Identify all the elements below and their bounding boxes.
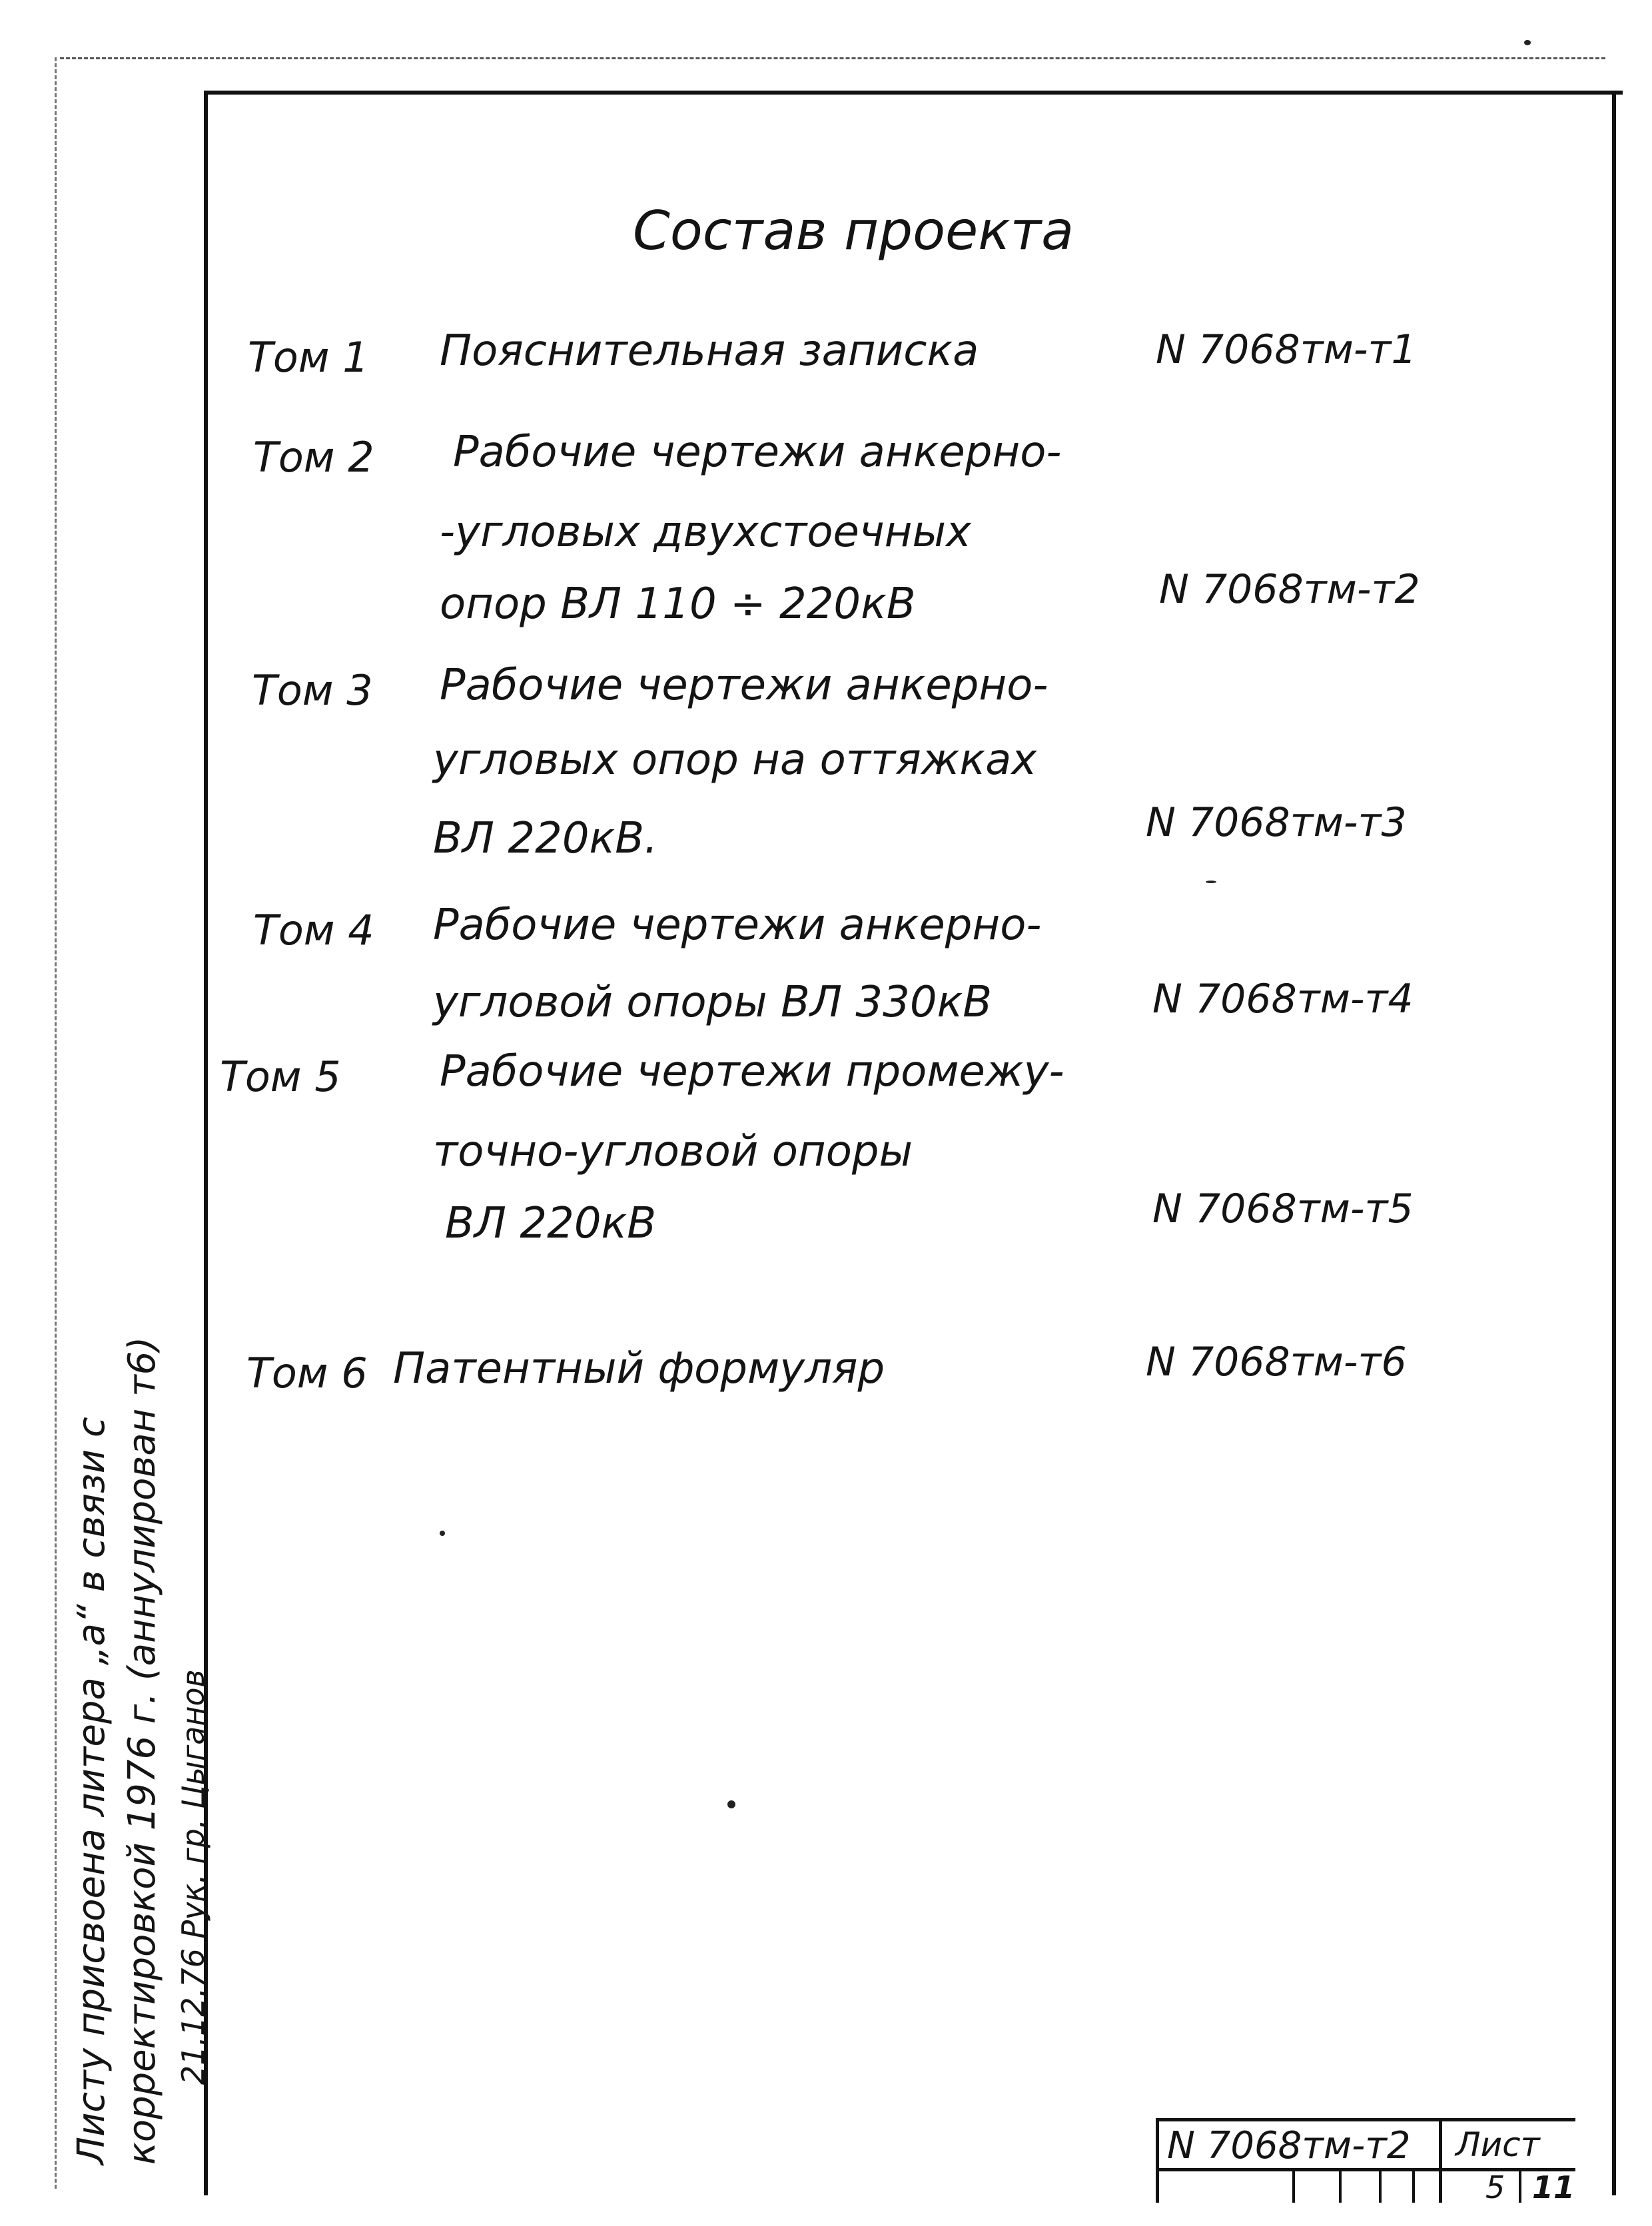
frame-border-top [204,91,1623,95]
volume-6-line-1: Патентный формуляр [393,1344,885,1393]
stamp-cell-divider [1519,2168,1521,2203]
volume-5-label: Том 5 [220,1052,341,1101]
volume-1-line-1: Пояснительная записка [440,326,979,376]
volume-5-code: N 7068тм-т5 [1152,1186,1414,1232]
margin-note-line-2: корректировкой 1976 г. (аннулирован т6) [121,1336,164,2165]
stamp-cell-divider [1412,2168,1415,2203]
volume-2-code: N 7068тм-т2 [1159,566,1420,613]
stamp-total-sheets: 11 [1532,2169,1575,2205]
stamp-divider [1439,2121,1442,2203]
volume-2-line-2: -угловых двухстоечных [440,508,971,557]
stamp-document-code: N 7068тм-т2 [1167,2124,1411,2167]
scan-speck [727,1800,735,1808]
stamp-row-divider [1159,2168,1575,2171]
volume-3-line-3: ВЛ 220кВ. [433,814,658,863]
stamp-cell-divider [1379,2168,1382,2203]
frame-border-right [1612,91,1616,2195]
scan-speck [1524,40,1531,45]
volume-2-label: Том 2 [253,433,374,482]
volume-5-line-2: точно-угловой опоры [433,1127,913,1176]
volume-1-code: N 7068тм-т1 [1156,326,1417,373]
stamp-sheet-number: 5 [1485,2169,1505,2205]
volume-4-code: N 7068тм-т4 [1152,976,1414,1022]
volume-3-code: N 7068тм-т3 [1146,799,1407,846]
volume-4-line-2: угловой опоры ВЛ 330кВ [433,978,993,1027]
margin-note-line-1: Листу присвоена литера „а“ в связи с [70,1417,113,2165]
margin-revision-note [67,1299,218,2165]
volume-5-line-3: ВЛ 220кВ [445,1199,657,1248]
volume-3-label: Том 3 [252,666,373,715]
volume-1-label: Том 1 [248,333,369,382]
volume-3-line-1: Рабочие чертежи анкерно- [440,661,1048,710]
volume-2-line-3: опор ВЛ 110 ÷ 220кВ [440,579,916,629]
stamp-cell-divider [1339,2168,1342,2203]
volume-5-line-1: Рабочие чертежи промежу- [440,1047,1064,1096]
volume-6-code: N 7068тм-т6 [1146,1339,1407,1385]
volume-4-line-1: Рабочие чертежи анкерно- [433,901,1042,950]
cut-line-left [55,57,57,2189]
volume-2-line-1: Рабочие чертежи анкерно- [453,428,1062,477]
volume-4-label: Том 4 [253,906,374,954]
margin-note-signature-line: 21.12.76 Рук. гр. Цыганов [175,1669,211,2085]
scan-speck [440,1531,445,1536]
scan-speck [1206,881,1216,883]
title-block-stamp [1156,2118,1575,2203]
stamp-sheet-label: Лист [1455,2125,1540,2164]
volume-3-line-2: угловых опор на оттяжках [433,735,1037,785]
volume-6-label: Том 6 [246,1349,368,1397]
page-title: Состав проекта [633,200,1074,262]
stamp-cell-divider [1292,2168,1295,2203]
cut-line-top [60,57,1605,59]
